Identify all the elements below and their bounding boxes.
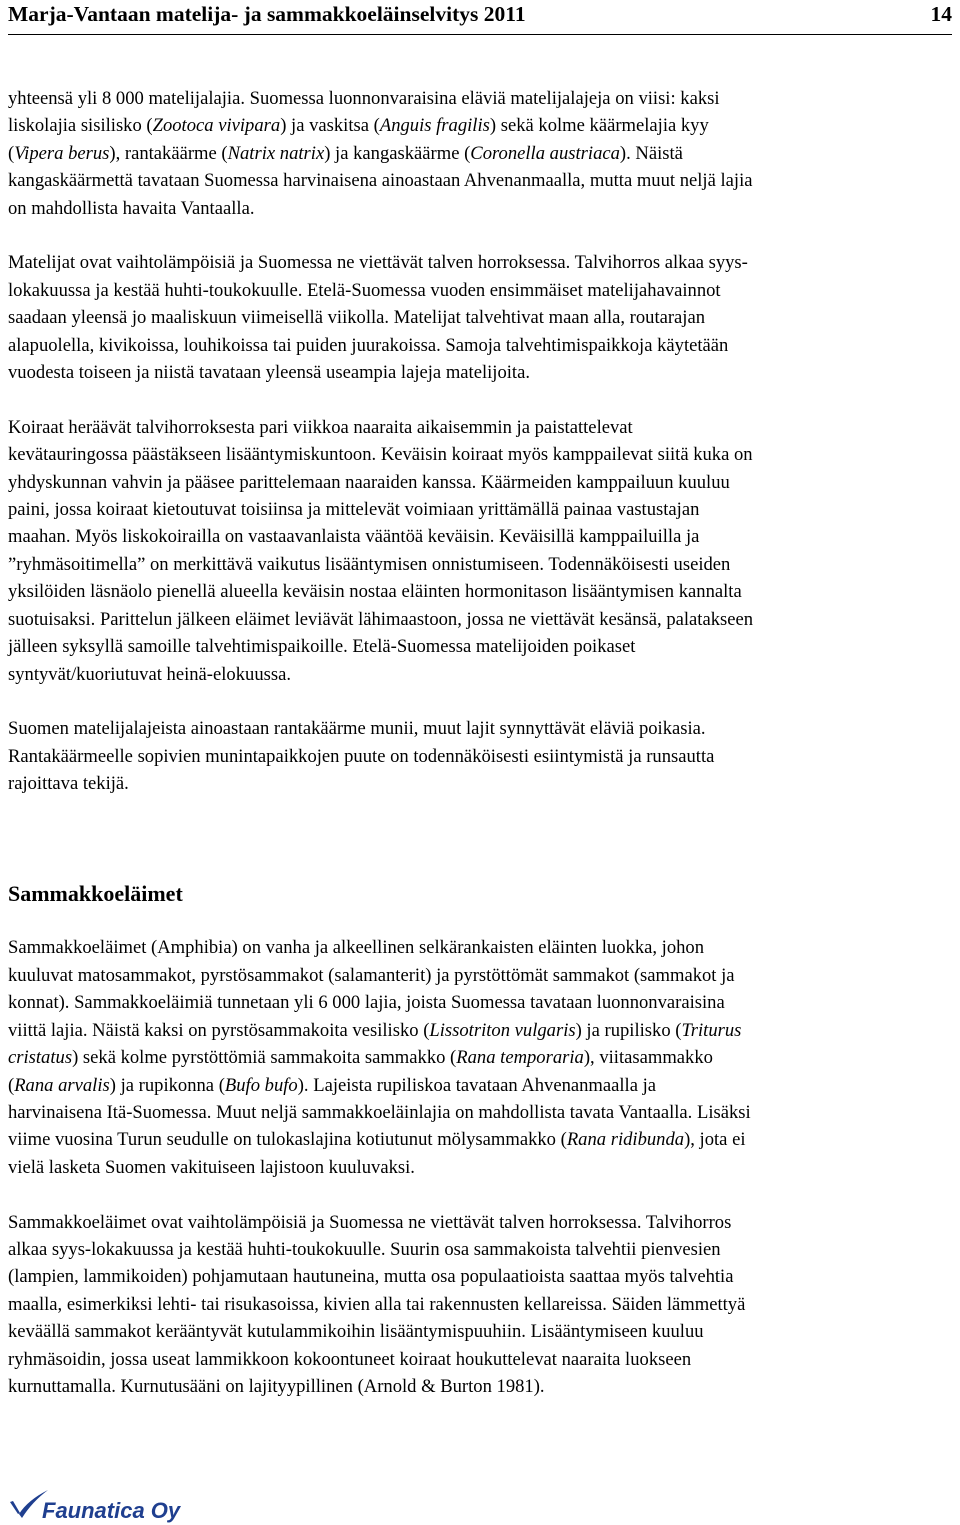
text-line: (lampien, lammikoiden) pohjamutaan hautuneina, mutta osa populaatioista saattaa myös talvehtia xyxy=(8,1266,734,1288)
text-line: kevätauringossa päästäkseen lisääntymiskuntoon. Keväisin koiraat myös kamppailevat siitä kuka on xyxy=(8,444,753,466)
text-line: ”ryhmäsoitimella” on merkittävä vaikutus lisääntymisen onnistumiseen. Todennäköisesti useiden xyxy=(8,553,731,575)
species-name: Rana ridibunda xyxy=(566,1129,685,1151)
text-line: Sammakkoeläimet (Amphibia) on vanha ja alkeellinen selkärankaisten eläinten luokka, johon xyxy=(8,937,705,959)
species-name: Rana temporaria xyxy=(456,1047,584,1069)
logo-text: Faunatica Oy xyxy=(42,1498,181,1523)
text-line: maahan. Myös liskokoirailla on vastaavanlaista vääntöä keväisin. Keväisillä kamppailuilla ja xyxy=(8,526,700,548)
document-body xyxy=(8,85,956,1400)
species-name: Coronella austriaca xyxy=(470,142,620,164)
paragraph-reproduction xyxy=(8,715,956,797)
text-line: maalla, esimerkiksi lehti- tai risukasoissa, kivien alla tai rakennusten kellareissa. Säiden lämmettyä xyxy=(8,1293,746,1315)
text-line: keväällä sammakot kerääntyvät kutulammikoihin lisääntymispuuhiin. Lisääntymiseen kuuluu xyxy=(8,1321,704,1343)
text-line: saadaan yleensä jo maaliskuun viimeisellä viikolla. Matelijat talvehtivat maan alla, routarajan xyxy=(8,307,706,329)
species-name: Zootoca vivipara xyxy=(152,115,281,137)
paragraph-amphibian-hibernation xyxy=(8,1209,956,1401)
text-line: paini, jossa koiraat kietoutuvat toisiinsa ja mittelevät voimiaan yrittämällä painaa vastustajan xyxy=(8,499,700,521)
text-line: jälleen syksyllä samoille talvehtimispaikoille. Etelä-Suomessa matelijoiden poikaset xyxy=(8,636,636,658)
text-line: alkaa syys-lokakuussa ja kestää huhti-toukokuulle. Suurin osa sammakoista talvehtii pienvesien xyxy=(8,1238,721,1260)
text-line: kuuluvat matosammakot, pyrstösammakot (salamanterit) ja pyrstöttömät sammakot (sammakot ja xyxy=(8,964,735,986)
paragraph-reptiles-intro xyxy=(8,85,956,222)
page-header xyxy=(8,0,952,35)
text-line: ryhmäsoidin, jossa useat lammikkoon kokoontuneet koiraat houkuttelevat naaraita luokseen xyxy=(8,1348,692,1370)
text-line: Matelijat ovat vaihtolämpöisiä ja Suomessa ne viettävät talven horroksessa. Talvihorros alkaa syys- xyxy=(8,252,748,274)
paragraph-mating xyxy=(8,414,956,688)
text-line: Sammakkoeläimet ovat vaihtolämpöisiä ja Suomessa ne viettävät talven horroksessa. Talvihorros xyxy=(8,1211,732,1233)
text-line: yksilöiden läsnäolo pienellä alueella keväisin nostaa eläinten hormonitason lisääntymisen kannalta xyxy=(8,581,742,603)
text-line: (Vipera berus), rantakäärme (Natrix natrix) ja kangaskäärme (Coronella austriaca). Näistä xyxy=(8,142,683,164)
text-line: viittä lajia. Näistä kaksi on pyrstösammakoita vesilisko (Lissotriton vulgaris) ja rupilisko (Triturus xyxy=(8,1019,742,1041)
text-line: yhdyskunnan vahvin ja pääsee parittelemaan naaraiden kanssa. Käärmeiden kamppailuun kuuluu xyxy=(8,471,730,493)
text-line: kangaskäärmettä tavataan Suomessa harvinaisena ainoastaan Ahvenanmaalla, mutta muut neljä lajia xyxy=(8,170,753,192)
species-name: cristatus xyxy=(8,1047,73,1069)
text-line: vielä lasketa Suomen vakituiseen lajistoon kuuluvaksi. xyxy=(8,1156,415,1178)
text-line: liskolajia sisilisko (Zootoca vivipara) ja vaskitsa (Anguis fragilis) sekä kolme käärmelajia kyy xyxy=(8,115,709,137)
text-line: syntyvät/kuoriutuvat heinä-elokuussa. xyxy=(8,663,291,685)
text-line: Koiraat heräävät talvihorroksesta pari viikkoa naaraita aikaisemmin ja paistattelevat xyxy=(8,416,633,438)
species-name: Bufo bufo xyxy=(224,1074,298,1096)
page-number: 14 xyxy=(930,2,952,26)
species-name: Lissotriton vulgaris xyxy=(429,1019,576,1041)
faunatica-logo xyxy=(8,1488,208,1524)
text-line: Rantakäärmeelle sopivien munintapaikkojen puute on todennäköisesti esiintymistä ja runsautta xyxy=(8,745,715,767)
text-line: yhteensä yli 8 000 matelijalajia. Suomessa luonnonvaraisina eläviä matelijalajeja on viisi: kaksi xyxy=(8,88,720,109)
document-title: Marja-Vantaan matelija- ja sammakkoeläinselvitys 2011 xyxy=(8,2,526,26)
species-name: Vipera berus xyxy=(14,142,110,164)
checkmark-swoosh-icon xyxy=(10,1501,20,1514)
faunatica-logo-graphic xyxy=(8,1488,208,1524)
text-line: cristatus) sekä kolme pyrstöttömiä sammakoita sammakko (Rana temporaria), viitasammakko xyxy=(8,1047,713,1069)
text-line: (Rana arvalis) ja rupikonna (Bufo bufo). Lajeista rupiliskoa tavataan Ahvenanmaalla ja xyxy=(8,1074,657,1096)
text-line: alapuolella, kivikoissa, louhikoissa tai puiden juurakoissa. Samoja talvehtimispaikkoja käytetään xyxy=(8,334,729,356)
species-name: Rana arvalis xyxy=(14,1074,110,1096)
species-name: Natrix natrix xyxy=(227,142,325,164)
text-line: viime vuosina Turun seudulle on tulokaslajina kotiutunut mölysammakko (Rana ridibunda), jota ei xyxy=(8,1129,746,1151)
text-line: suotuisaksi. Parittelun jälkeen eläimet leviävät lähimaastoon, jossa ne viettävät kesänsä, palatakseen xyxy=(8,608,754,630)
text-line: rajoittava tekijä. xyxy=(8,773,129,795)
section-heading: Sammakkoeläimet xyxy=(8,880,183,906)
species-name: Anguis fragilis xyxy=(379,115,490,137)
text-line: kurnuttamalla. Kurnutusääni on lajityypillinen (Arnold & Burton 1981). xyxy=(8,1375,545,1397)
text-line: vuodesta toiseen ja niistä tavataan yleensä useampia lajeja matelijoita. xyxy=(8,362,530,384)
species-name: Triturus xyxy=(681,1019,742,1041)
paragraph-hibernation xyxy=(8,249,956,386)
text-line: Suomen matelijalajeista ainoastaan rantakäärme munii, muut lajit synnyttävät eläviä poikasia. xyxy=(8,718,706,740)
text-line: konnat). Sammakkoeläimiä tunnetaan yli 6 000 lajia, joista Suomessa tavataan luonnonvaraisina xyxy=(8,992,725,1014)
text-line: harvinaisena Itä-Suomessa. Muut neljä sammakkoeläinlajia on mahdollista tavata Vantaalla. Lisäksi xyxy=(8,1101,751,1123)
text-line: lokakuussa ja kestää huhti-toukokuulle. Etelä-Suomessa vuoden ensimmäiset matelijahavainnot xyxy=(8,279,721,301)
text-line: on mahdollista havaita Vantaalla. xyxy=(8,197,255,219)
paragraph-amphibians-intro xyxy=(8,934,956,1181)
